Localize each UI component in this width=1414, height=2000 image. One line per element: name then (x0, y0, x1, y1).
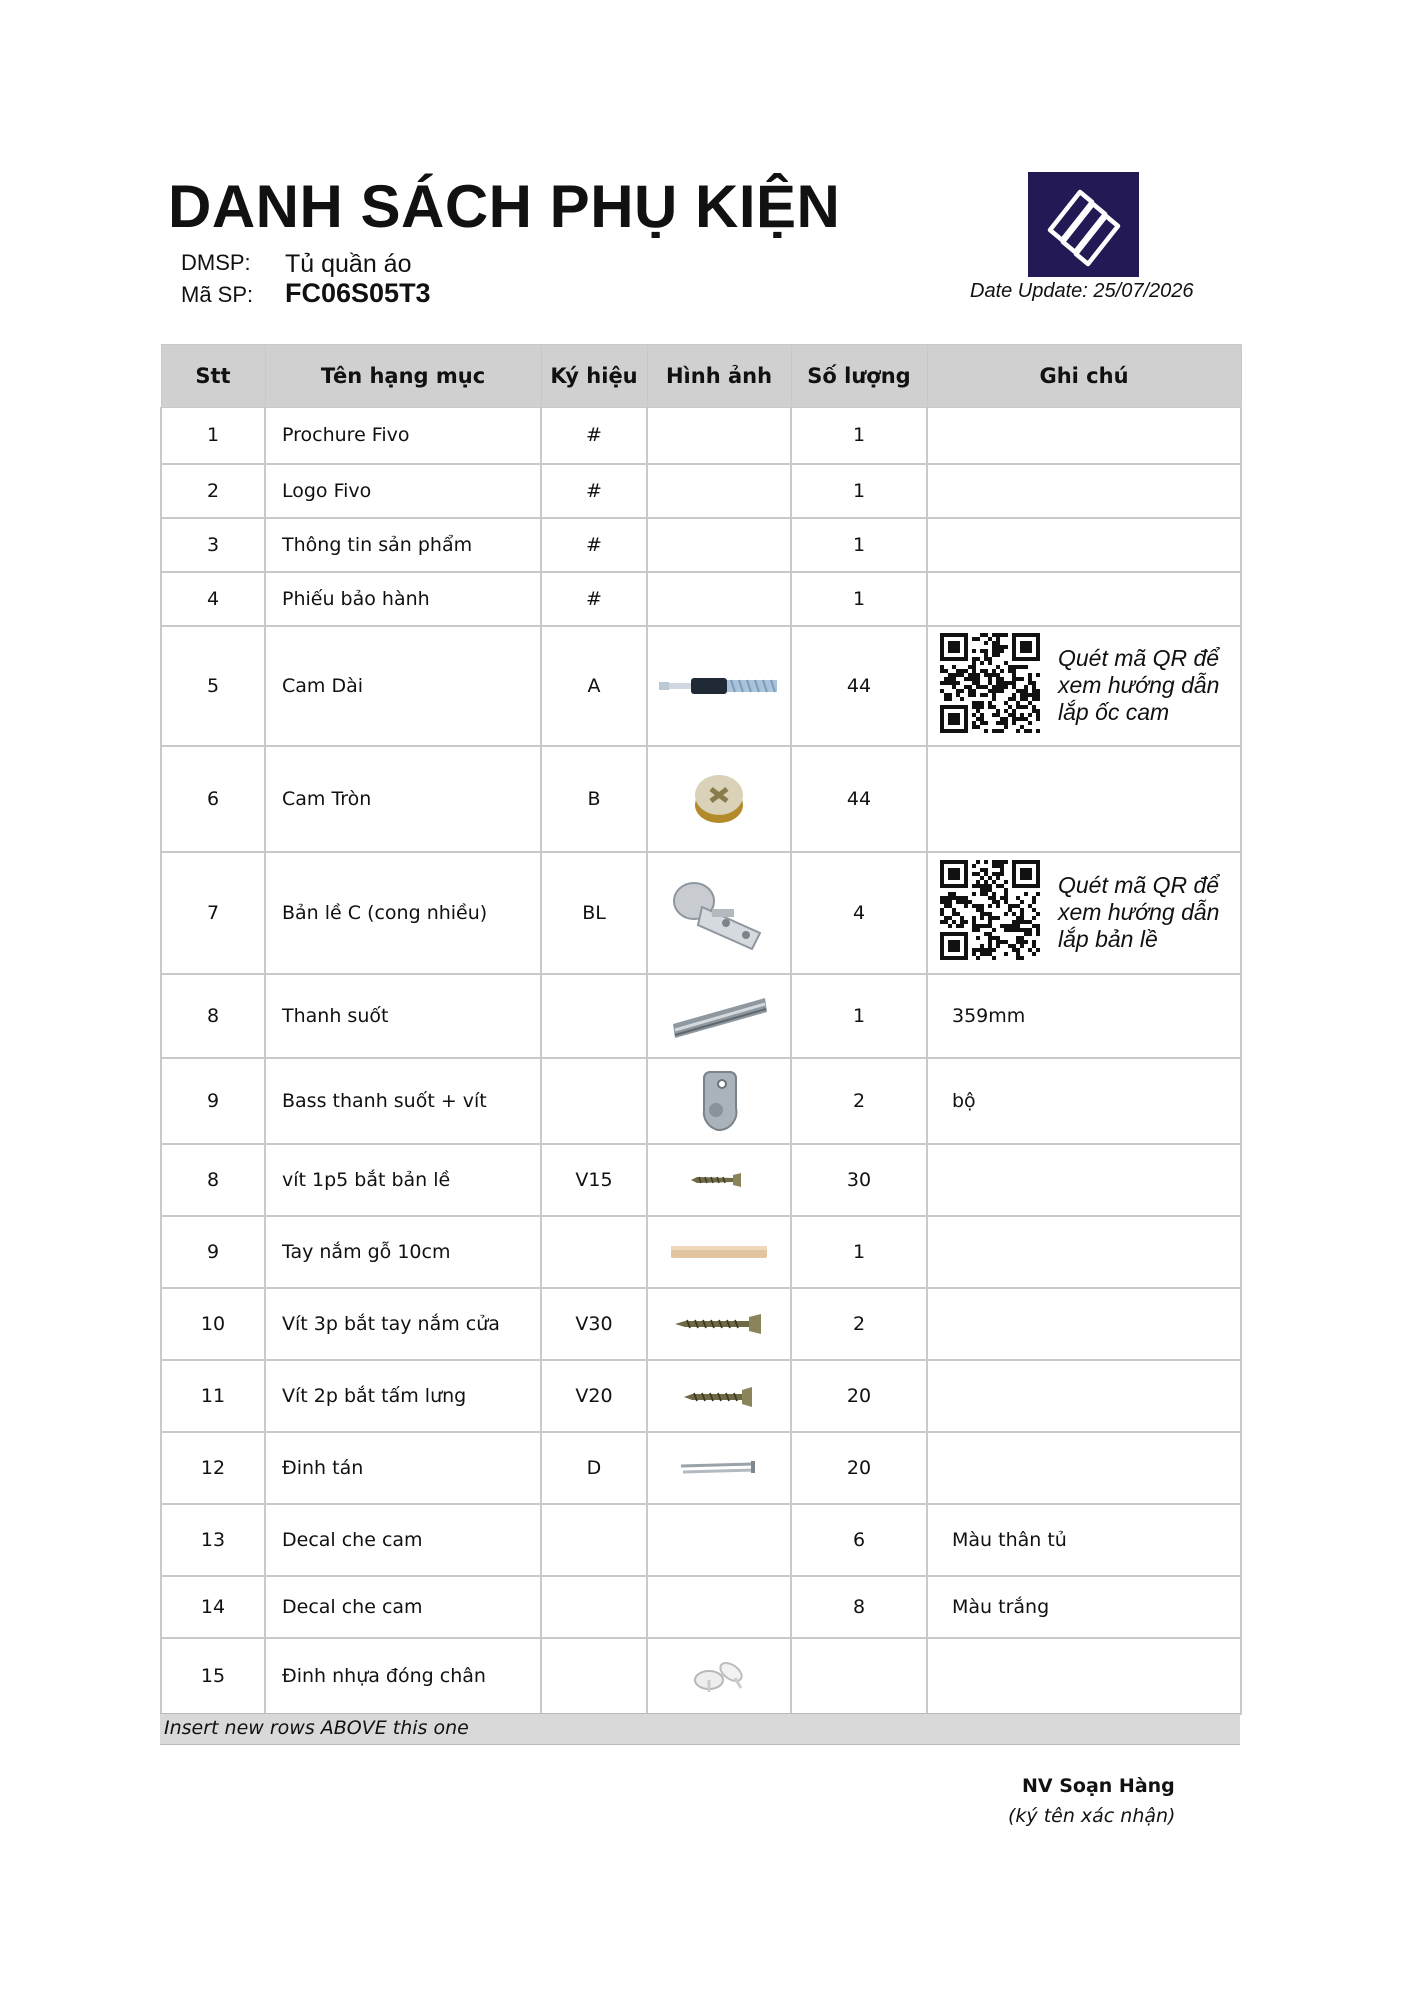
column-header-code: Ký hiệu (541, 345, 647, 408)
table-row (161, 974, 1241, 1058)
plastic-foot-nail-icon (691, 1664, 747, 1686)
long-cam-bolt-icon (657, 674, 781, 696)
row-stt: 12 (161, 1432, 265, 1504)
row-item-name: Vít 2p bắt tấm lưng (265, 1360, 541, 1432)
row-qty: 2 (791, 1058, 927, 1144)
row-image (647, 1288, 791, 1360)
row-item-name: Thông tin sản phẩm (265, 518, 541, 572)
table-row (161, 518, 1241, 572)
row-qty: 44 (791, 746, 927, 852)
row-code: A (541, 626, 647, 746)
row-stt: 4 (161, 572, 265, 626)
row-image (647, 1638, 791, 1714)
row-item-name: Đinh tán (265, 1432, 541, 1504)
row-qty: 1 (791, 572, 927, 626)
accessories-table (160, 344, 1242, 1715)
row-qty: 6 (791, 1504, 927, 1576)
row-code (541, 1504, 647, 1576)
row-code: V30 (541, 1288, 647, 1360)
table-header-row (161, 345, 1241, 408)
column-header-stt: Stt (161, 345, 265, 408)
row-stt: 11 (161, 1360, 265, 1432)
row-code: BL (541, 852, 647, 974)
qr-code-icon[interactable] (940, 860, 1040, 960)
row-image (647, 1144, 791, 1216)
row-note (927, 852, 1241, 974)
table-row (161, 1638, 1241, 1714)
row-note (927, 1288, 1241, 1360)
row-note (927, 1216, 1241, 1288)
row-image (647, 1216, 791, 1288)
round-cam-lock-icon (689, 787, 749, 809)
row-note (927, 408, 1241, 464)
row-code (541, 1638, 647, 1714)
row-item-name: vít 1p5 bắt bản lề (265, 1144, 541, 1216)
table-row (161, 1058, 1241, 1144)
dmsp-value: Tủ quần áo (285, 250, 412, 278)
row-code (541, 1216, 647, 1288)
row-code: # (541, 464, 647, 518)
row-note: 359mm (927, 974, 1241, 1058)
row-stt: 6 (161, 746, 265, 852)
row-item-name: Vít 3p bắt tay nắm cửa (265, 1288, 541, 1360)
masp-value: FC06S05T3 (285, 278, 431, 308)
row-item-name: Đinh nhựa đóng chân (265, 1638, 541, 1714)
row-note (927, 464, 1241, 518)
row-stt: 8 (161, 974, 265, 1058)
row-stt: 14 (161, 1576, 265, 1638)
table-row (161, 626, 1241, 746)
row-item-name: Phiếu bảo hành (265, 572, 541, 626)
dmsp-label: DMSP: (181, 250, 251, 275)
row-stt: 2 (161, 464, 265, 518)
row-qty: 1 (791, 408, 927, 464)
row-code: # (541, 518, 647, 572)
table-row (161, 1576, 1241, 1638)
row-qty: 1 (791, 518, 927, 572)
table-row (161, 572, 1241, 626)
insert-rows-note (160, 1713, 1240, 1745)
page-title: DANH SÁCH PHỤ KIỆN (168, 173, 841, 240)
row-code (541, 1576, 647, 1638)
rail-bracket-icon (696, 1089, 742, 1111)
row-code: B (541, 746, 647, 852)
row-stt: 9 (161, 1216, 265, 1288)
column-header-name: Tên hạng mục (265, 345, 541, 408)
row-item-name: Thanh suốt (265, 974, 541, 1058)
row-qty: 1 (791, 974, 927, 1058)
row-stt: 3 (161, 518, 265, 572)
column-header-note: Ghi chú (927, 345, 1241, 408)
row-stt: 5 (161, 626, 265, 746)
row-qty: 1 (791, 464, 927, 518)
table-row (161, 1360, 1241, 1432)
row-item-name: Cam Dài (265, 626, 541, 746)
wooden-handle-icon (669, 1241, 769, 1263)
row-image (647, 572, 791, 626)
row-image (647, 626, 791, 746)
row-item-name: Tay nắm gỗ 10cm (265, 1216, 541, 1288)
row-image (647, 1058, 791, 1144)
signature-instruction: (ký tên xác nhận) (1008, 1805, 1176, 1827)
row-item-name: Bass thanh suốt + vít (265, 1058, 541, 1144)
stacked-planks-logo-icon (1028, 172, 1139, 277)
table-row (161, 1288, 1241, 1360)
row-stt: 13 (161, 1504, 265, 1576)
qr-code-icon[interactable] (940, 633, 1040, 733)
row-qty: 1 (791, 1216, 927, 1288)
row-code: # (541, 408, 647, 464)
row-code: # (541, 572, 647, 626)
signature-role: NV Soạn Hàng (1022, 1775, 1175, 1797)
row-qty: 8 (791, 1576, 927, 1638)
table-row (161, 1432, 1241, 1504)
row-note: bộ (927, 1058, 1241, 1144)
row-note (927, 1144, 1241, 1216)
row-stt: 8 (161, 1144, 265, 1216)
row-code (541, 1058, 647, 1144)
date-update: Date Update: 25/07/2026 (970, 280, 1194, 302)
row-note (927, 746, 1241, 852)
table-row (161, 852, 1241, 974)
table-row (161, 746, 1241, 852)
row-stt: 10 (161, 1288, 265, 1360)
column-header-image: Hình ảnh (647, 345, 791, 408)
row-note (927, 1432, 1241, 1504)
medium-screw-icon (682, 1384, 756, 1406)
row-item-name: Bản lề C (cong nhiều) (265, 852, 541, 974)
row-image (647, 518, 791, 572)
row-qty (791, 1638, 927, 1714)
column-header-qty: Số lượng (791, 345, 927, 408)
row-note (927, 572, 1241, 626)
short-screw-icon (689, 1169, 749, 1191)
row-item-name: Decal che cam (265, 1576, 541, 1638)
row-image (647, 852, 791, 974)
qr-instruction-text: Quét mã QR để xem hướng dẫn lắp bản lề (1058, 872, 1220, 952)
row-qty: 30 (791, 1144, 927, 1216)
row-note (927, 626, 1241, 746)
row-qty: 44 (791, 626, 927, 746)
nails-icon (677, 1457, 761, 1479)
row-image (647, 1576, 791, 1638)
insert-rows-note-text: Insert new rows ABOVE this one (164, 1717, 469, 1739)
row-code: D (541, 1432, 647, 1504)
table-row (161, 1216, 1241, 1288)
qr-instruction-text: Quét mã QR để xem hướng dẫn lắp ốc cam (1058, 645, 1220, 725)
row-qty: 20 (791, 1432, 927, 1504)
row-stt: 7 (161, 852, 265, 974)
row-item-name: Decal che cam (265, 1504, 541, 1576)
row-note: Màu thân tủ (927, 1504, 1241, 1576)
masp-label: Mã SP: (181, 282, 254, 307)
row-note (927, 1360, 1241, 1432)
row-image (647, 746, 791, 852)
row-qty: 20 (791, 1360, 927, 1432)
row-qty: 2 (791, 1288, 927, 1360)
row-note: Màu trắng (927, 1576, 1241, 1638)
row-image (647, 1432, 791, 1504)
cabinet-hinge-icon (664, 901, 774, 923)
row-note (927, 1638, 1241, 1714)
table-row (161, 1504, 1241, 1576)
row-code (541, 974, 647, 1058)
row-image (647, 1504, 791, 1576)
row-item-name: Prochure Fivo (265, 408, 541, 464)
row-image (647, 1360, 791, 1432)
row-image (647, 974, 791, 1058)
row-item-name: Logo Fivo (265, 464, 541, 518)
row-stt: 9 (161, 1058, 265, 1144)
row-image (647, 408, 791, 464)
long-screw-icon (673, 1312, 765, 1334)
table-row (161, 408, 1241, 464)
row-code: V20 (541, 1360, 647, 1432)
hanging-rail-icon (669, 1004, 769, 1026)
row-stt: 15 (161, 1638, 265, 1714)
row-item-name: Cam Tròn (265, 746, 541, 852)
table-row (161, 1144, 1241, 1216)
row-image (647, 464, 791, 518)
row-stt: 1 (161, 408, 265, 464)
row-code: V15 (541, 1144, 647, 1216)
table-row (161, 464, 1241, 518)
row-qty: 4 (791, 852, 927, 974)
row-note (927, 518, 1241, 572)
